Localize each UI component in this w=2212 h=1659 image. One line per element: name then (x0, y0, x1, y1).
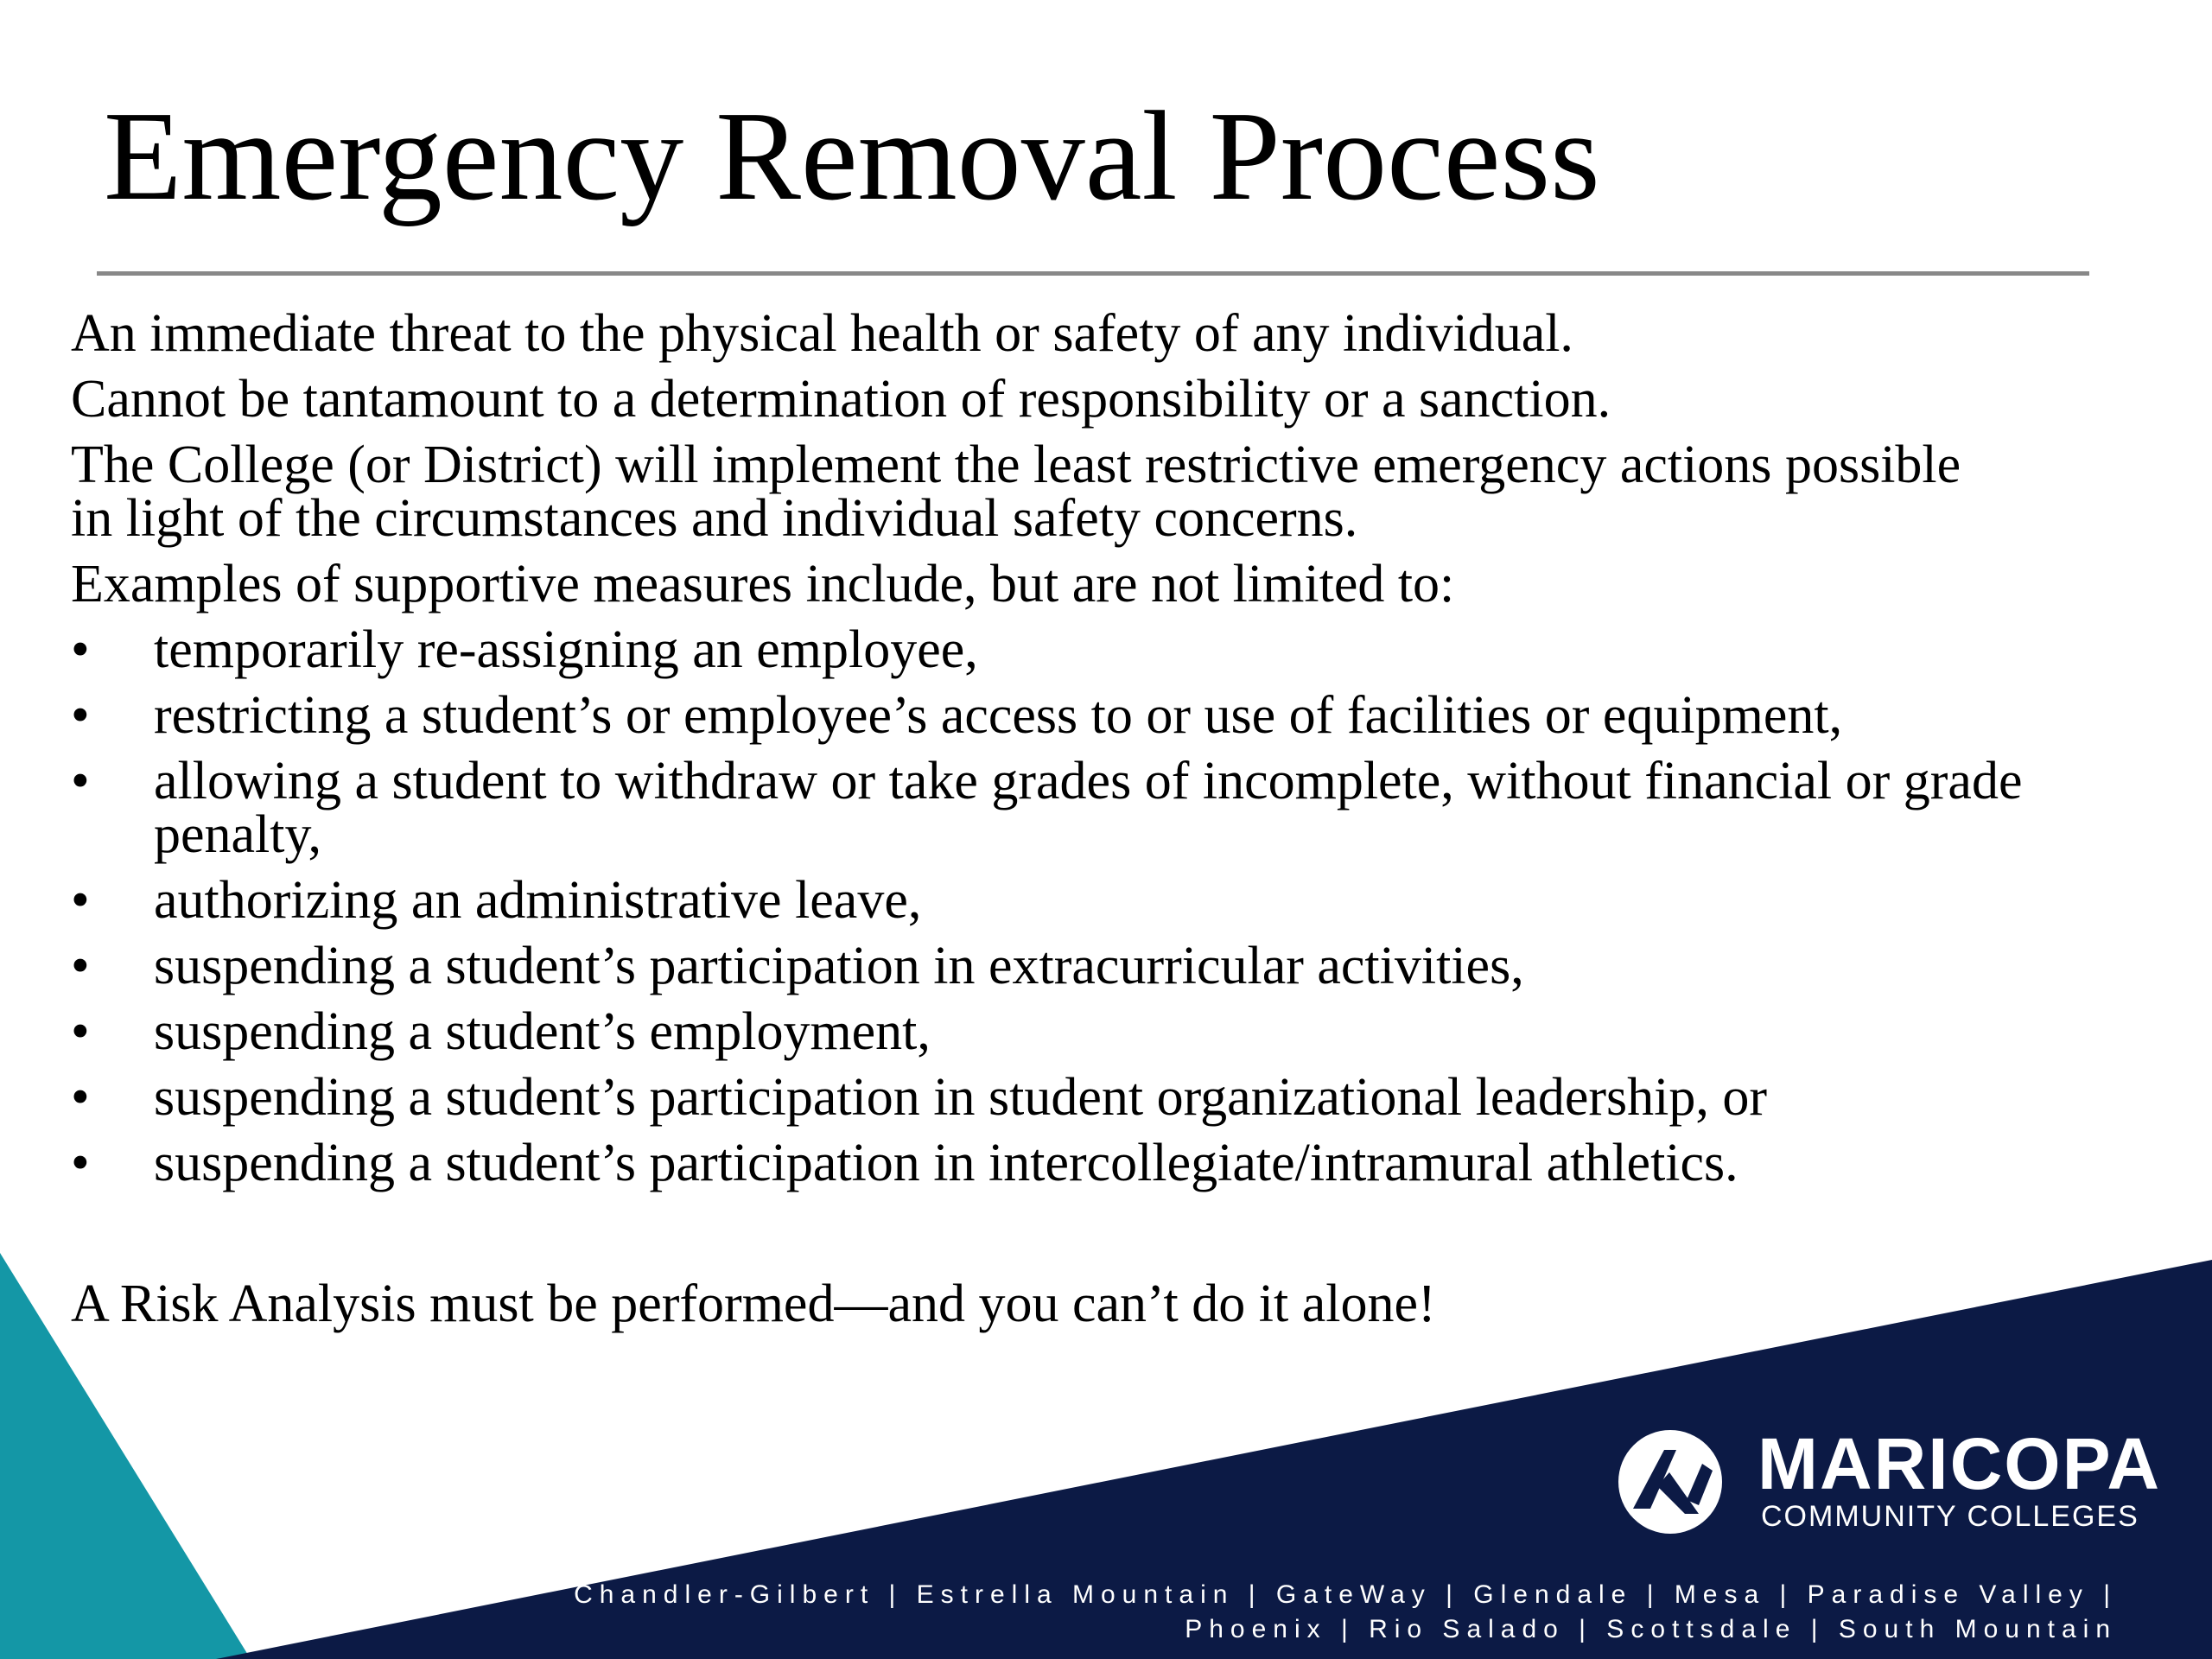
bullet-icon: • (71, 620, 90, 679)
list-item (71, 752, 2055, 864)
page-title: Emergency Removal Process (104, 86, 1600, 227)
paragraph: Examples of supportive measures include, but are not limited to: (71, 555, 1455, 613)
list-item-text: suspending a student’s participation in student organizational leadership, or (154, 1068, 1768, 1127)
logo-wordmark: MARICOPA (1758, 1423, 2162, 1504)
maricopa-logo (1616, 1423, 2162, 1547)
paragraph: Cannot be tantamount to a determination of responsibility or a sanction. (71, 370, 1611, 429)
bullet-icon: • (71, 1134, 90, 1192)
paragraph: The College (or District) will implement the least restrictive emergency actions possible in light of the circumstances and individual safety concerns. (71, 435, 1961, 548)
list-item-text: restricting a student’s or employee’s access to or use of facilities or equipment, (154, 686, 1843, 745)
bullet-icon: • (71, 752, 90, 810)
list-item-text: suspending a student’s employment, (154, 1002, 931, 1061)
bullet-icon: • (71, 871, 90, 930)
list-item-text: allowing a student to withdraw or take grades of incomplete, without financial or grade penalty, (154, 752, 2023, 864)
list-item (71, 1136, 2145, 1190)
list-item (71, 686, 2145, 745)
closing-statement: A Risk Analysis must be performed—and you can’t do it alone! (71, 1274, 1436, 1333)
campus-list-line: Phoenix | Rio Salado | Scottsdale | South Mountain (1185, 1615, 2117, 1643)
campus-list (302, 1578, 2117, 1647)
list-item-text: suspending a student’s participation in extracurricular activities, (154, 937, 1524, 995)
supportive-measures-list (71, 620, 2145, 1192)
list-item (71, 1002, 2145, 1061)
bullet-icon: • (71, 686, 90, 745)
list-item-text: authorizing an administrative leave, (154, 871, 922, 930)
logo-subtitle: COMMUNITY COLLEGES (1761, 1500, 2139, 1533)
slide-body (71, 304, 2145, 1202)
maricopa-logo-icon (1616, 1426, 1725, 1538)
list-item (71, 871, 2145, 930)
campus-list-line: Chandler-Gilbert | Estrella Mountain | GateWay | Glendale | Mesa | Paradise Valley | (574, 1580, 2117, 1609)
list-item (71, 1068, 2145, 1127)
bullet-icon: • (71, 937, 90, 995)
list-item-text: temporarily re-assigning an employee, (154, 620, 978, 679)
bullet-icon: • (71, 1002, 90, 1061)
list-item (71, 620, 2145, 679)
paragraph: An immediate threat to the physical health or safety of any individual. (71, 304, 1573, 363)
title-divider (97, 271, 2089, 276)
bullet-icon: • (71, 1068, 90, 1127)
list-item-text: suspending a student’s participation in intercollegiate/intramural athletics. (154, 1134, 1738, 1192)
list-item (71, 939, 2145, 993)
